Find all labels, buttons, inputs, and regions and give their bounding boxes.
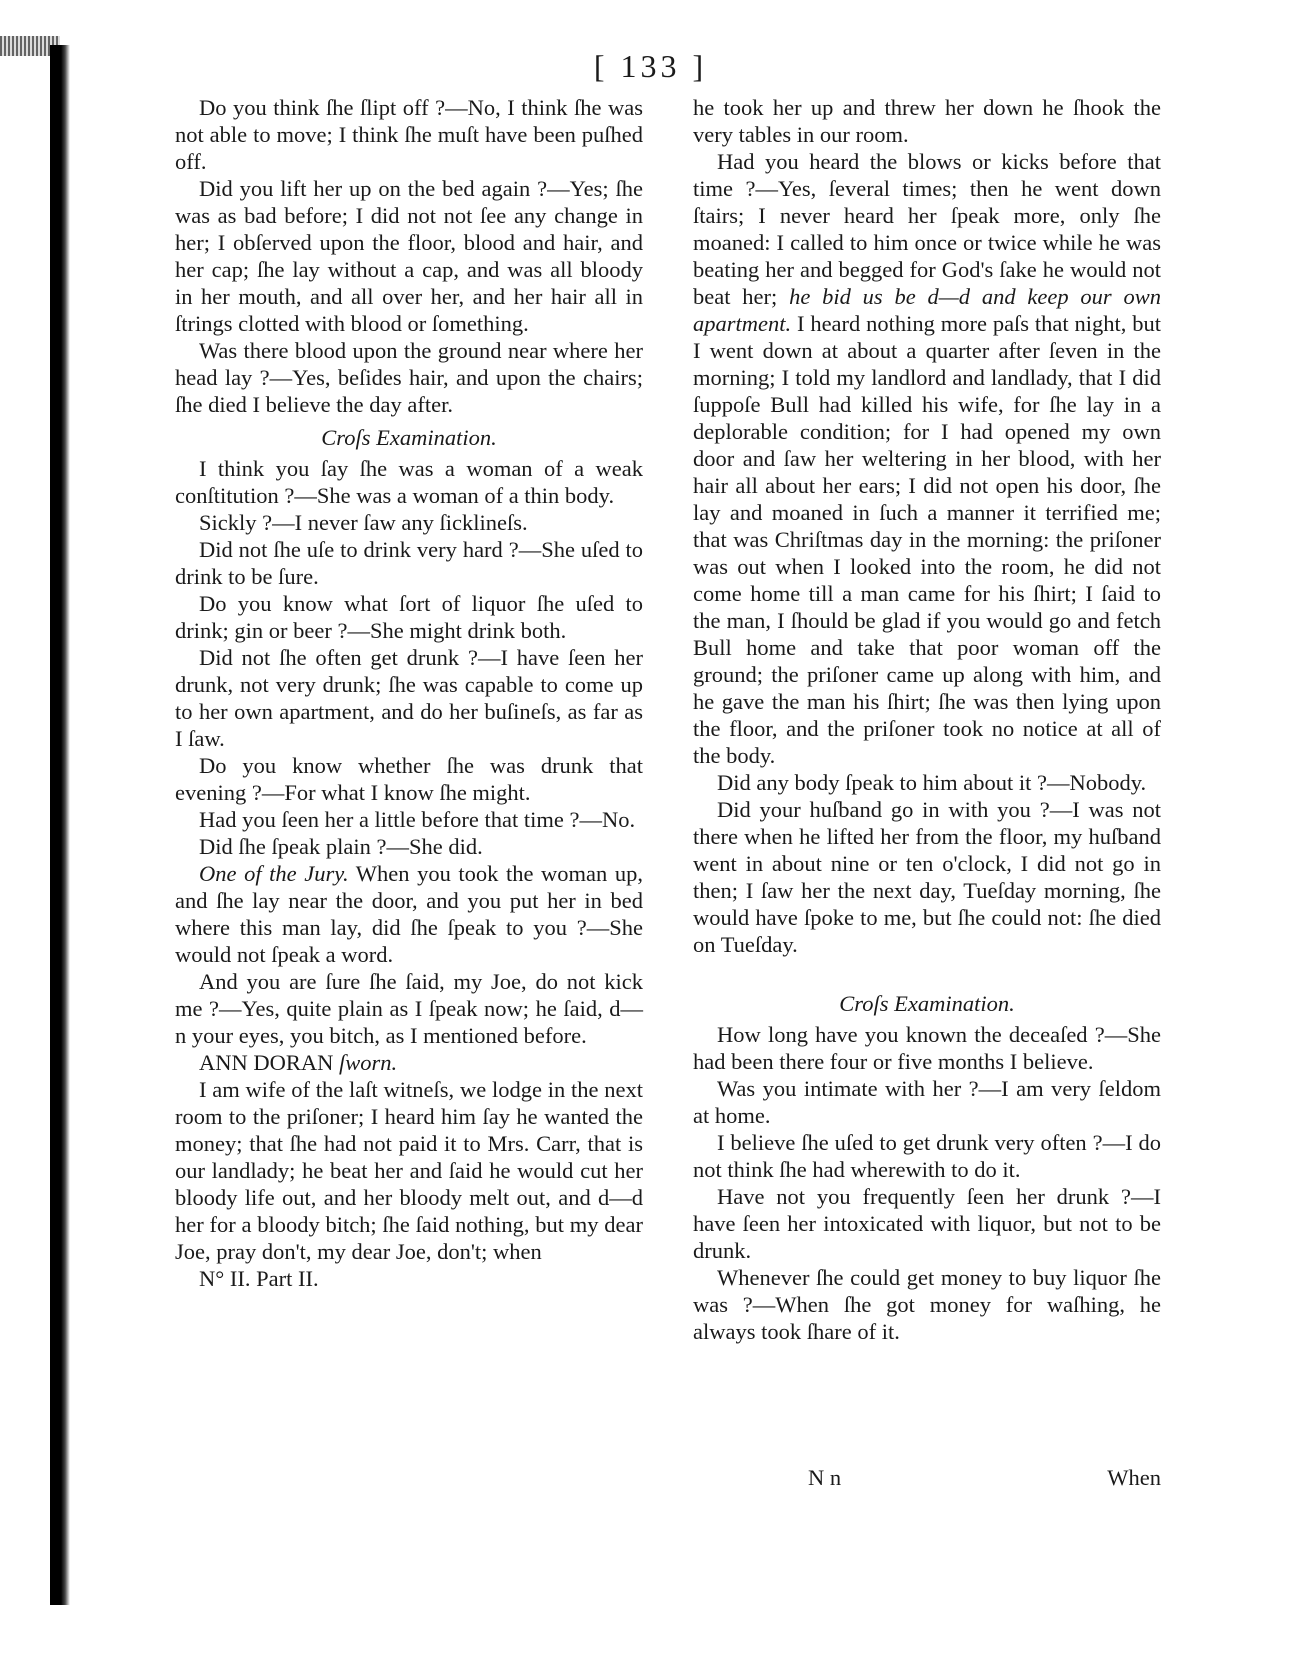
catchword: When (1107, 1465, 1161, 1490)
paragraph (175, 860, 643, 968)
witness-heading (175, 1049, 643, 1076)
quoted-speech: he bid us be d—d and keep our own apartment. (693, 284, 1161, 336)
paragraph: he took her up and threw her down he ſhook the very tables in our room. (693, 95, 1161, 147)
left-column (175, 94, 643, 1292)
spacer (693, 958, 1161, 984)
paragraph: Was you intimate with her ?—I am very ſeldom at home. (693, 1076, 1161, 1128)
right-column (693, 94, 1161, 1345)
paragraph: I believe ſhe uſed to get drunk very often ?—I do not think ſhe had wherewith to do it. (693, 1130, 1161, 1182)
paragraph: I am wife of the laſt witneſs, we lodge in the next room to the priſoner; I heard him ſay he wanted the money; that ſhe had not paid it to Mrs. Carr, that is our landlady; he beat her and ſaid he would cut her bloody life out, and her bloody melt out, and d—d her for a bloody bitch; ſhe ſaid nothing, but my dear Joe, pray don't, my dear Joe, don't; when (175, 1077, 643, 1264)
paragraph: Whenever ſhe could get money to buy liquor ſhe was ?—When ſhe got money for waſhing, he always took ſhare of it. (693, 1265, 1161, 1344)
paragraph: Have not you frequently ſeen her drunk ?—I have ſeen her intoxicated with liquor, but not to be drunk. (693, 1184, 1161, 1263)
paragraph: Did not ſhe uſe to drink very hard ?—She uſed to drink to be ſure. (175, 537, 643, 589)
paragraph: Did your huſband go in with you ?—I was not there when he lifted her from the floor, my huſband went in about nine or ten o'clock, I did not go in then; I ſaw her the next day, Tueſday morning, ſhe would have ſpoke to me, but ſhe could not: ſhe died on Tueſday. (693, 797, 1161, 957)
signature-mark: N° II. Part II. (199, 1266, 319, 1291)
paragraph (693, 148, 1161, 769)
paragraph: And you are ſure ſhe ſaid, my Joe, do not kick me ?—Yes, quite plain as I ſpeak now; he ſaid, d—n your eyes, you bitch, as I mentioned before. (175, 969, 643, 1048)
paragraph: Do you think ſhe ſlipt off ?—No, I think ſhe was not able to move; I think ſhe muſt have been puſhed off. (175, 95, 643, 174)
witness-name: ANN DORAN (199, 1050, 334, 1075)
witness-sworn: ſworn. (339, 1050, 398, 1075)
gutter-shadow (50, 45, 70, 1605)
page-footer (693, 1465, 1161, 1495)
section-heading: Croſs Examination. (839, 991, 1015, 1016)
speaker-label: One of the Jury. (199, 861, 349, 886)
paragraph: Had you ſeen her a little before that time ?—No. (199, 807, 636, 832)
signature-mark: N n (808, 1465, 842, 1490)
paragraph: Did any body ſpeak to him about it ?—Nobody. (717, 770, 1147, 795)
paragraph: Did ſhe ſpeak plain ?—She did. (199, 834, 483, 859)
paragraph-text: Had you heard the blows or kicks before that time ?—Yes, ſeveral times; then he went down ſtairs; I never heard her ſpeak more, only ſhe moaned: I called to him once or twice while he was beating her and begged for God's ſake he would not beat her; (693, 149, 1161, 309)
paragraph: Do you know what ſort of liquor ſhe uſed to drink; gin or beer ?—She might drink both. (175, 591, 643, 643)
paragraph: How long have you known the deceaſed ?—She had been there four or five months I believe. (693, 1022, 1161, 1074)
paragraph-text: When you took the woman up, and ſhe lay near the door, and you put her in bed where this man lay, did ſhe ſpeak to you ?—She would not ſpeak a word. (175, 861, 644, 967)
paragraph: I think you ſay ſhe was a woman of a weak conſtitution ?—She was a woman of a thin body. (175, 456, 643, 508)
paragraph: Sickly ?—I never ſaw any ſicklineſs. (199, 510, 528, 535)
paragraph-text: I heard nothing more paſs that night, but I went down at about a quarter after ſeven in the morning; I told my landlord and landlady, that I did ſuppoſe Bull had killed his wife, for ſhe lay in a deplorable condition; for I had opened my own door and ſaw her weltering in her blood, with her hair all about her ears; I did not open his door, ſhe lay and moaned in ſuch a manner it terrified me; that was Chriſtmas day in the morning: the priſoner was out when I looked into the room, he did not come home till a man came for his ſhirt; I ſaid to the man, I ſhould be glad if you would go and fetch Bull home and take that poor woman off the ground; the priſoner came up along with him, and he gave the man his ſhirt; ſhe was then lying upon the floor, and the priſoner took no notice at all of the body. (693, 311, 1161, 768)
paragraph: Did not ſhe often get drunk ?—I have ſeen her drunk, not very drunk; ſhe was capable to come up to her own apartment, and do her buſineſs, as far as I ſaw. (175, 645, 643, 751)
section-heading: Croſs Examination. (321, 425, 497, 450)
paragraph: Was there blood upon the ground near where her head lay ?—Yes, beſides hair, and upon the chairs; ſhe died I believe the day after. (175, 338, 643, 417)
paragraph: Did you lift her up on the bed again ?—Yes; ſhe was as bad before; I did not not ſee any change in her; I obſerved upon the floor, blood and hair, and her cap; ſhe lay without a cap, and was all bloody in her mouth, and all over her, and her hair all in ſtrings clotted with blood or ſomething. (175, 176, 643, 336)
page-number: [ 133 ] (593, 48, 708, 84)
paragraph: Do you know whether ſhe was drunk that evening ?—For what I know ſhe might. (175, 753, 643, 805)
